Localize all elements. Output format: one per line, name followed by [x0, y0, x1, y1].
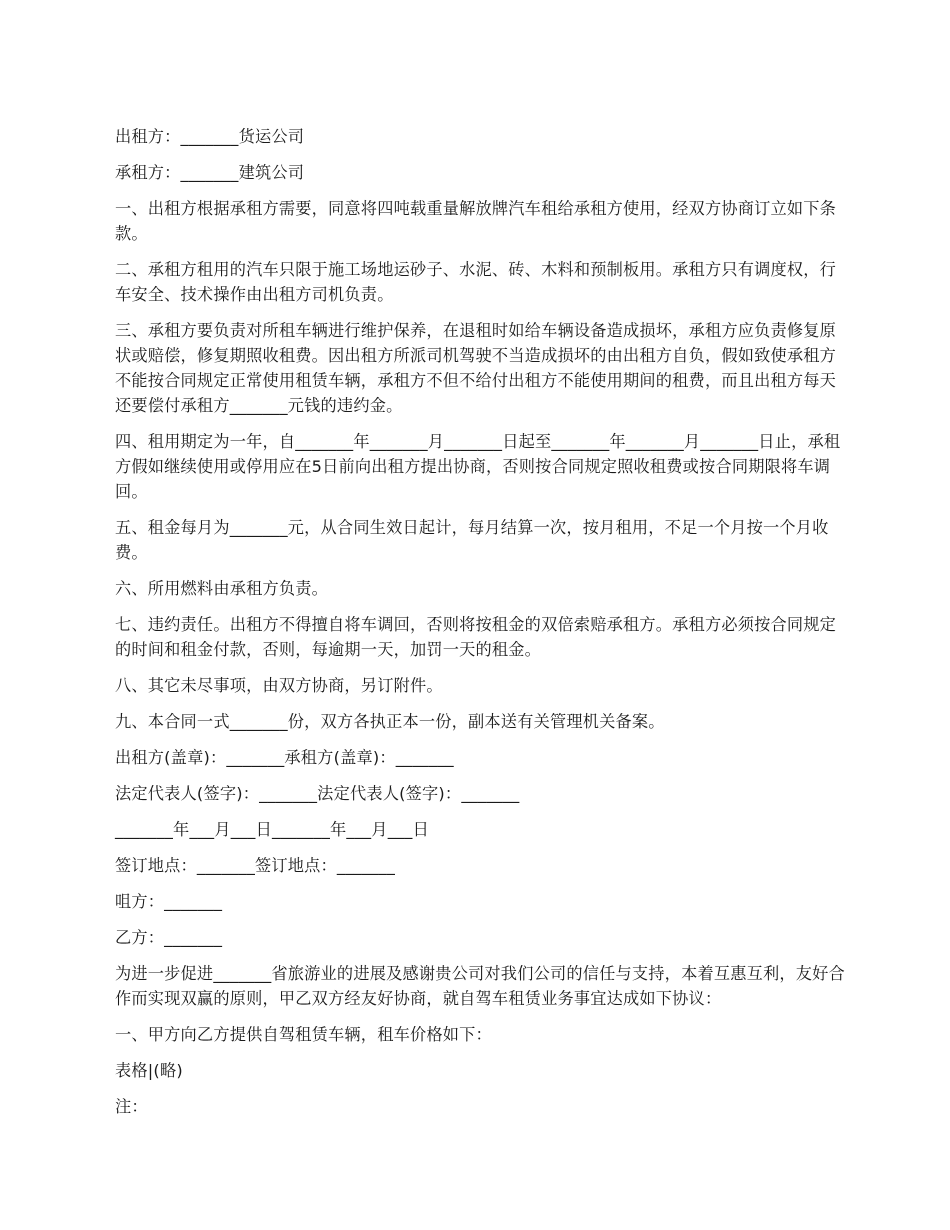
clause-2: 二、承租方租用的汽车只限于施工场地运砂子、水泥、砖、木料和预制板用。承租方只有调度权，行车安全、技术操作由出租方司机负责。 — [115, 260, 837, 304]
table-placeholder: 表格|(略) — [115, 1061, 183, 1080]
agreement-intro: 为进一步促进_______省旅游业的进展及感谢贵公司对我们公司的信任与支持，本着互惠互利，友好合作而实现双赢的原则，甲乙双方经友好协商，就自驾车租赁业务事宜达成如下协议： — [115, 964, 845, 1008]
clause-1: 一、出租方根据承租方需要，同意将四吨载重量解放牌汽车租给承租方使用，经双方协商订立如下条款。 — [115, 199, 837, 243]
party-a-line: 咀方：_______ — [115, 892, 223, 911]
seal-line: 出租方(盖章)：_______承租方(盖章)：_______ — [115, 748, 454, 767]
agreement-clause-1: 一、甲方向乙方提供自驾租赁车辆，租车价格如下： — [115, 1025, 492, 1044]
lessor-line: 出租方：_______货运公司 — [115, 127, 305, 146]
note-label: 注： — [115, 1097, 148, 1116]
clause-4: 四、租用期定为一年，自_______年_______月_______日起至_______年_______月_______日止，承租方假如继续使用或停用应在5日前向出租方提出协商，否则按合同规定照收租费或按合同期限将车调回。 — [115, 432, 841, 501]
clause-9: 九、本合同一式_______份，双方各执正本一份，副本送有关管理机关备案。 — [115, 712, 665, 731]
lessee-line: 承租方：_______建筑公司 — [115, 163, 305, 182]
clause-8: 八、其它未尽事项，由双方协商，另订附件。 — [115, 676, 443, 695]
clause-6: 六、所用燃料由承租方负责。 — [115, 579, 329, 598]
clause-7: 七、违约责任。出租方不得擅自将车调回，否则将按租金的双倍索赔承租方。承租方必须按合同规定的时间和租金付款，否则，每逾期一天，加罚一天的租金。 — [115, 615, 837, 659]
date-line: _______年___月___日_______年___月___日 — [115, 820, 429, 839]
clause-5: 五、租金每月为_______元，从合同生效日起计，每月结算一次，按月租用，不足一个月按一个月收费。 — [115, 518, 829, 562]
document-body — [115, 124, 845, 1130]
clause-3: 三、承租方要负责对所租车辆进行维护保养，在退租时如给车辆设备造成损坏，承租方应负责修复原状或赔偿，修复期照收租费。因出租方所派司机驾驶不当造成损坏的由出租方自负，假如致使承租方不能按合同规定正常使用租赁车辆，承租方不但不给付出租方不能使用期间的租费，而且出租方每天还要偿付承租方_______元钱的违约金。 — [115, 321, 837, 415]
signing-place-line: 签订地点：_______签订地点：_______ — [115, 856, 395, 875]
party-b-line: 乙方：_______ — [115, 928, 223, 947]
signature-line: 法定代表人(签字)：_______法定代表人(签字)：_______ — [115, 784, 520, 803]
